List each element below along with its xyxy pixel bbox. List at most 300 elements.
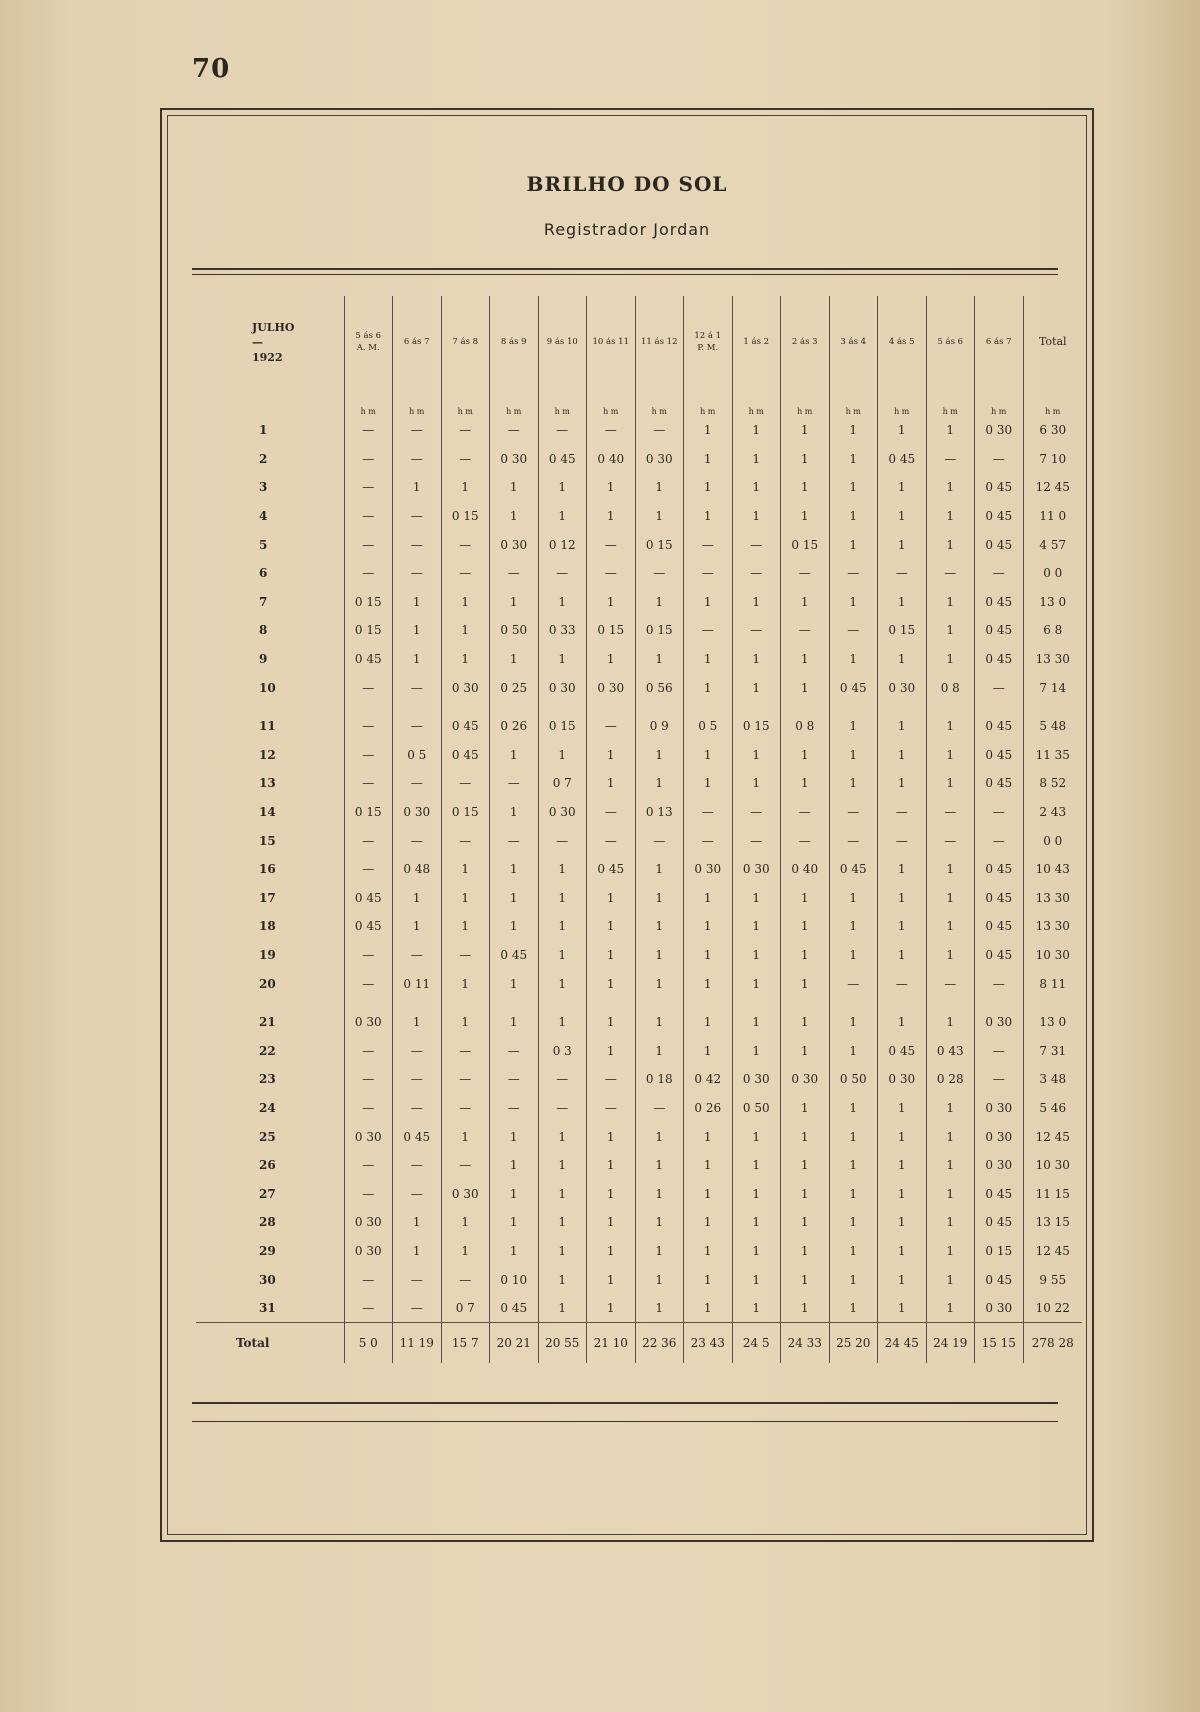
unit-label: h m — [926, 388, 975, 416]
hour-value-cell: 0 25 — [490, 673, 539, 702]
hour-value-cell: 0 15 — [732, 712, 781, 741]
unit-label: h m — [490, 388, 539, 416]
column-total-cell: 24 5 — [732, 1323, 781, 1364]
table-frame — [160, 108, 1094, 1542]
hour-value-cell: 1 — [538, 1122, 587, 1151]
hour-value-cell: 1 — [878, 1151, 927, 1180]
hour-value-cell: — — [538, 1065, 587, 1094]
totals-label: Total — [196, 1323, 344, 1364]
hour-value-cell: 1 — [732, 502, 781, 531]
hour-value-cell: 0 45 — [829, 855, 878, 884]
table-row — [196, 616, 1082, 645]
gap-cell — [196, 998, 344, 1008]
day-cell: 2 — [259, 451, 268, 466]
hour-value-cell: 1 — [684, 588, 733, 617]
hour-value-cell: 1 — [781, 1008, 830, 1037]
table-row — [196, 530, 1082, 559]
hour-value-cell: 1 — [732, 1179, 781, 1208]
hour-value-cell: 1 — [393, 588, 442, 617]
unit-label: h m — [732, 388, 781, 416]
hour-value-cell: 1 — [781, 741, 830, 770]
hour-value-cell: 1 — [732, 588, 781, 617]
gap-cell — [344, 702, 393, 712]
hour-value-cell: — — [441, 941, 490, 970]
hour-value-cell: 1 — [926, 1208, 975, 1237]
hour-value-cell: 0 15 — [441, 502, 490, 531]
hour-value-cell: 1 — [441, 1122, 490, 1151]
hour-value-cell: 1 — [538, 855, 587, 884]
hour-value-cell: 1 — [538, 588, 587, 617]
hour-value-cell: 1 — [781, 1294, 830, 1323]
hour-value-cell: 1 — [926, 769, 975, 798]
hour-value-cell: 1 — [490, 502, 539, 531]
hour-value-cell: 1 — [635, 969, 684, 998]
hour-value-cell: 1 — [635, 941, 684, 970]
table-row — [196, 769, 1082, 798]
hour-value-cell: — — [732, 530, 781, 559]
hour-value-cell: 0 43 — [926, 1036, 975, 1065]
column-total-cell: 21 10 — [587, 1323, 636, 1364]
hour-value-cell: 1 — [926, 502, 975, 531]
hour-column-header — [393, 296, 442, 388]
hour-value-cell: — — [587, 798, 636, 827]
gap-cell — [975, 998, 1024, 1008]
hour-value-cell: 0 45 — [344, 884, 393, 913]
hour-value-cell: 1 — [829, 645, 878, 674]
hour-column-label: 4 ás 5 — [888, 337, 915, 347]
hour-value-cell: 1 — [538, 1151, 587, 1180]
hour-value-cell: 0 30 — [781, 1065, 830, 1094]
gap-cell — [490, 702, 539, 712]
hour-value-cell: 1 — [829, 1122, 878, 1151]
hour-value-cell: 0 45 — [975, 741, 1024, 770]
hour-value-cell: 0 30 — [344, 1008, 393, 1037]
hour-value-cell: 1 — [538, 884, 587, 913]
hour-column-label: 10 ás 11 — [592, 337, 629, 347]
hour-value-cell: 1 — [926, 1151, 975, 1180]
row-total-cell: 2 43 — [1023, 798, 1082, 827]
hour-value-cell: 0 30 — [490, 530, 539, 559]
hour-value-cell: 0 30 — [393, 798, 442, 827]
hour-column-label: 8 ás 9 — [500, 337, 527, 347]
table-row — [196, 673, 1082, 702]
hour-value-cell: 1 — [538, 1237, 587, 1266]
table-row — [196, 645, 1082, 674]
table-row — [196, 712, 1082, 741]
hour-value-cell: 1 — [781, 473, 830, 502]
hour-column-label: 3 ás 4 — [840, 337, 867, 347]
table-row — [196, 855, 1082, 884]
hour-value-cell: 0 45 — [344, 645, 393, 674]
hour-value-cell: 1 — [878, 502, 927, 531]
hour-value-cell: 0 30 — [975, 1008, 1024, 1037]
hour-value-cell: 1 — [441, 1008, 490, 1037]
day-cell: 14 — [259, 805, 276, 820]
hour-value-cell: 1 — [732, 1208, 781, 1237]
hour-value-cell: 0 45 — [441, 712, 490, 741]
hour-value-cell: 0 15 — [441, 798, 490, 827]
totals-row — [196, 1323, 1082, 1364]
column-total-cell: 20 21 — [490, 1323, 539, 1364]
hour-column-header — [878, 296, 927, 388]
hour-value-cell: 1 — [926, 473, 975, 502]
gap-cell — [781, 998, 830, 1008]
hour-value-cell: — — [393, 1065, 442, 1094]
day-cell: 25 — [259, 1129, 276, 1144]
hour-value-cell: — — [393, 445, 442, 474]
hour-value-cell: 1 — [781, 884, 830, 913]
hour-value-cell: 1 — [829, 1237, 878, 1266]
hour-value-cell: 1 — [926, 588, 975, 617]
hour-value-cell: 1 — [829, 1179, 878, 1208]
hour-value-cell: 1 — [829, 1094, 878, 1123]
day-cell: 27 — [259, 1186, 276, 1201]
hour-value-cell: 0 5 — [393, 741, 442, 770]
hour-value-cell: 1 — [441, 1208, 490, 1237]
hour-value-cell: 0 30 — [684, 855, 733, 884]
hour-value-cell: 1 — [829, 502, 878, 531]
hour-value-cell: 1 — [829, 941, 878, 970]
hour-column-label: 12 á 1 — [694, 331, 722, 341]
hour-value-cell: 1 — [926, 1294, 975, 1323]
day-cell: 8 — [259, 623, 268, 638]
hour-value-cell: 0 30 — [587, 673, 636, 702]
hour-value-cell: — — [975, 969, 1024, 998]
hour-value-cell: 0 30 — [441, 673, 490, 702]
hour-value-cell: 1 — [878, 1294, 927, 1323]
hour-value-cell: 1 — [490, 473, 539, 502]
hour-value-cell: 1 — [926, 1094, 975, 1123]
hour-value-cell: 1 — [587, 1036, 636, 1065]
hour-value-cell: — — [975, 798, 1024, 827]
hour-value-cell: — — [829, 798, 878, 827]
table-row — [196, 741, 1082, 770]
hour-value-cell: 1 — [829, 1265, 878, 1294]
row-total-cell: 8 11 — [1023, 969, 1082, 998]
hour-value-cell: — — [344, 712, 393, 741]
day-cell: 24 — [259, 1100, 276, 1115]
hour-value-cell: 1 — [878, 712, 927, 741]
hour-value-cell: — — [344, 1179, 393, 1208]
hour-value-cell: 0 45 — [975, 884, 1024, 913]
hour-value-cell: 1 — [878, 1008, 927, 1037]
hour-value-cell: 1 — [781, 1208, 830, 1237]
hour-value-cell: 1 — [635, 1294, 684, 1323]
column-total-cell: 20 55 — [538, 1323, 587, 1364]
hour-value-cell: 1 — [684, 1237, 733, 1266]
hour-value-cell: 1 — [781, 1122, 830, 1151]
gap-cell — [441, 702, 490, 712]
hour-value-cell: — — [829, 559, 878, 588]
hour-value-cell: 1 — [587, 502, 636, 531]
day-cell: 22 — [259, 1043, 276, 1058]
hour-value-cell: 1 — [781, 1151, 830, 1180]
hour-value-cell: 0 7 — [441, 1294, 490, 1323]
hour-value-cell: — — [344, 826, 393, 855]
hour-value-cell: — — [781, 559, 830, 588]
hour-value-cell: 1 — [587, 884, 636, 913]
hour-value-cell: 0 45 — [441, 741, 490, 770]
day-cell: 3 — [259, 480, 268, 495]
hour-value-cell: 1 — [781, 912, 830, 941]
hour-value-cell: 1 — [684, 645, 733, 674]
table-row — [196, 1094, 1082, 1123]
row-total-cell: 6 30 — [1023, 416, 1082, 445]
hour-value-cell: 0 33 — [538, 616, 587, 645]
hour-column-header — [635, 296, 684, 388]
hour-value-cell: — — [393, 559, 442, 588]
row-gap — [196, 998, 1082, 1008]
hour-value-cell: 1 — [684, 445, 733, 474]
hour-value-cell: — — [538, 416, 587, 445]
hour-value-cell: 1 — [538, 473, 587, 502]
hour-value-cell: 0 30 — [344, 1208, 393, 1237]
hour-value-cell: — — [393, 416, 442, 445]
hour-value-cell: 0 7 — [538, 769, 587, 798]
hour-value-cell: 1 — [878, 588, 927, 617]
hour-value-cell: — — [441, 1094, 490, 1123]
hour-value-cell: 1 — [829, 416, 878, 445]
hour-value-cell: 1 — [684, 502, 733, 531]
hour-value-cell: — — [490, 1036, 539, 1065]
hour-value-cell: 0 30 — [878, 1065, 927, 1094]
gap-cell — [732, 702, 781, 712]
table-row — [196, 912, 1082, 941]
hour-value-cell: 1 — [926, 1008, 975, 1037]
hour-value-cell: 1 — [878, 912, 927, 941]
hour-value-cell: 1 — [926, 912, 975, 941]
row-total-cell: 12 45 — [1023, 1122, 1082, 1151]
hour-value-cell: — — [684, 826, 733, 855]
hour-value-cell: — — [732, 826, 781, 855]
hour-value-cell: 0 26 — [684, 1094, 733, 1123]
hour-value-cell: 1 — [441, 1237, 490, 1266]
hour-value-cell: 1 — [587, 912, 636, 941]
hour-value-cell: — — [490, 559, 539, 588]
hour-value-cell: — — [441, 769, 490, 798]
hour-value-cell: 1 — [684, 1179, 733, 1208]
hour-value-cell: 1 — [587, 1237, 636, 1266]
hour-value-cell: — — [393, 1151, 442, 1180]
hour-value-cell: 1 — [538, 1265, 587, 1294]
hour-value-cell: 1 — [829, 445, 878, 474]
hour-value-cell: 1 — [490, 1179, 539, 1208]
row-total-cell: 7 10 — [1023, 445, 1082, 474]
hour-value-cell: — — [587, 530, 636, 559]
hour-value-cell: 1 — [781, 1265, 830, 1294]
hour-value-cell: 0 8 — [781, 712, 830, 741]
hour-value-cell: 1 — [393, 1008, 442, 1037]
hour-value-cell: 1 — [926, 416, 975, 445]
grand-total-cell: 278 28 — [1023, 1323, 1082, 1364]
hour-value-cell: 1 — [732, 769, 781, 798]
hour-value-cell: 1 — [829, 1208, 878, 1237]
hour-value-cell: 1 — [587, 941, 636, 970]
hour-value-cell: 1 — [635, 1208, 684, 1237]
hour-value-cell: — — [829, 826, 878, 855]
table-row — [196, 1151, 1082, 1180]
hour-value-cell: — — [587, 1094, 636, 1123]
hour-value-cell: 1 — [684, 673, 733, 702]
hour-value-cell: 1 — [684, 1122, 733, 1151]
hour-value-cell: 1 — [878, 1208, 927, 1237]
hour-value-cell: 1 — [490, 645, 539, 674]
row-total-cell: 5 46 — [1023, 1094, 1082, 1123]
hour-value-cell: — — [878, 969, 927, 998]
hour-value-cell: 1 — [732, 741, 781, 770]
hour-value-cell: 1 — [490, 855, 539, 884]
hour-value-cell: 1 — [732, 1265, 781, 1294]
gap-cell — [1023, 702, 1082, 712]
hour-value-cell: — — [344, 741, 393, 770]
table-row — [196, 1294, 1082, 1323]
hour-value-cell: — — [538, 826, 587, 855]
hour-value-cell: — — [393, 826, 442, 855]
hour-value-cell: — — [926, 826, 975, 855]
hour-value-cell: — — [975, 445, 1024, 474]
column-total-cell: 11 19 — [393, 1323, 442, 1364]
hour-value-cell: 1 — [878, 1237, 927, 1266]
row-total-cell: 13 30 — [1023, 884, 1082, 913]
hour-value-cell: 0 45 — [538, 445, 587, 474]
hour-value-cell: 1 — [926, 884, 975, 913]
page-number: 70 — [192, 54, 231, 84]
hour-value-cell: 1 — [926, 941, 975, 970]
hour-value-cell: — — [490, 1065, 539, 1094]
hour-value-cell: 1 — [684, 1208, 733, 1237]
hour-column-header — [829, 296, 878, 388]
hour-value-cell: 0 30 — [344, 1237, 393, 1266]
title-divider — [192, 268, 1058, 270]
header-row — [196, 296, 1082, 388]
hour-value-cell: 1 — [829, 1294, 878, 1323]
hour-value-cell: 1 — [684, 741, 733, 770]
unit-label: h m — [781, 388, 830, 416]
row-total-cell: 4 57 — [1023, 530, 1082, 559]
hour-value-cell: 1 — [878, 1265, 927, 1294]
hour-value-cell: — — [393, 530, 442, 559]
hour-value-cell: 1 — [587, 769, 636, 798]
hour-value-cell: 0 45 — [975, 769, 1024, 798]
hour-value-cell: 1 — [441, 912, 490, 941]
day-cell: 29 — [259, 1243, 276, 1258]
hour-value-cell: 0 30 — [732, 855, 781, 884]
hour-value-cell: 1 — [878, 884, 927, 913]
gap-cell — [196, 702, 344, 712]
hour-value-cell: 0 45 — [490, 941, 539, 970]
hour-value-cell: — — [344, 416, 393, 445]
hour-value-cell: 0 40 — [587, 445, 636, 474]
table-row — [196, 445, 1082, 474]
hour-value-cell: 1 — [781, 1179, 830, 1208]
hour-value-cell: 1 — [926, 712, 975, 741]
hour-value-cell: 1 — [635, 1237, 684, 1266]
hour-value-cell: 1 — [393, 1208, 442, 1237]
title-divider-thin — [192, 274, 1058, 275]
gap-cell — [926, 702, 975, 712]
hour-value-cell: 1 — [732, 1008, 781, 1037]
column-total-cell: 24 33 — [781, 1323, 830, 1364]
hour-value-cell: 0 45 — [975, 855, 1024, 884]
hour-value-cell: — — [684, 559, 733, 588]
hour-value-cell: 1 — [587, 1008, 636, 1037]
hour-value-cell: 1 — [781, 502, 830, 531]
hour-value-cell: 0 30 — [732, 1065, 781, 1094]
unit-label: h m — [1023, 388, 1082, 416]
hour-value-cell: 0 45 — [878, 445, 927, 474]
hour-value-cell: — — [926, 445, 975, 474]
gap-cell — [926, 998, 975, 1008]
hour-value-cell: — — [393, 1294, 442, 1323]
row-total-cell: 13 30 — [1023, 912, 1082, 941]
table-row — [196, 826, 1082, 855]
hour-value-cell: 0 15 — [344, 798, 393, 827]
row-total-cell: 10 43 — [1023, 855, 1082, 884]
row-total-cell: 3 48 — [1023, 1065, 1082, 1094]
hour-value-cell: 1 — [635, 1151, 684, 1180]
hour-value-cell: — — [344, 1151, 393, 1180]
hour-value-cell: 0 45 — [975, 645, 1024, 674]
hour-value-cell: — — [393, 1265, 442, 1294]
hour-value-cell: 1 — [829, 912, 878, 941]
hour-value-cell: 0 30 — [441, 1179, 490, 1208]
hour-value-cell: 1 — [781, 588, 830, 617]
hour-value-cell: 1 — [732, 969, 781, 998]
hour-value-cell: 1 — [587, 1179, 636, 1208]
hour-value-cell: 1 — [732, 645, 781, 674]
table-row — [196, 1065, 1082, 1094]
gap-cell — [684, 998, 733, 1008]
hour-value-cell: 1 — [878, 855, 927, 884]
table-row — [196, 1179, 1082, 1208]
hour-value-cell: 1 — [781, 445, 830, 474]
hour-value-cell: — — [441, 445, 490, 474]
hour-value-cell: 0 30 — [975, 416, 1024, 445]
hour-column-label: 2 ás 3 — [791, 337, 818, 347]
hour-value-cell: 1 — [878, 941, 927, 970]
hour-value-cell: 1 — [538, 645, 587, 674]
hour-value-cell: 1 — [490, 1151, 539, 1180]
hour-value-cell: 1 — [732, 941, 781, 970]
gap-cell — [441, 998, 490, 1008]
hour-column-header — [732, 296, 781, 388]
column-total-cell: 5 0 — [344, 1323, 393, 1364]
table-bottom-rule-thin — [192, 1421, 1058, 1422]
hour-value-cell: 1 — [441, 855, 490, 884]
day-cell: 12 — [259, 747, 276, 762]
hour-value-cell: 1 — [635, 645, 684, 674]
unit-row — [196, 388, 1082, 416]
hour-value-cell: — — [393, 941, 442, 970]
hour-value-cell: 0 45 — [975, 530, 1024, 559]
hour-value-cell: 0 45 — [975, 941, 1024, 970]
hour-value-cell: 1 — [490, 798, 539, 827]
day-cell: 15 — [259, 833, 276, 848]
hour-value-cell: 1 — [684, 416, 733, 445]
hour-value-cell: — — [635, 559, 684, 588]
day-cell: 20 — [259, 976, 276, 991]
table-row — [196, 559, 1082, 588]
row-total-cell: 10 22 — [1023, 1294, 1082, 1323]
hour-value-cell: 1 — [684, 1151, 733, 1180]
hour-value-cell: 0 45 — [975, 1208, 1024, 1237]
hour-value-cell: 1 — [878, 473, 927, 502]
hour-value-cell: — — [393, 769, 442, 798]
unit-label: h m — [538, 388, 587, 416]
hour-value-cell: 1 — [829, 1008, 878, 1037]
hour-value-cell: 0 45 — [587, 855, 636, 884]
hour-value-cell: 1 — [684, 473, 733, 502]
